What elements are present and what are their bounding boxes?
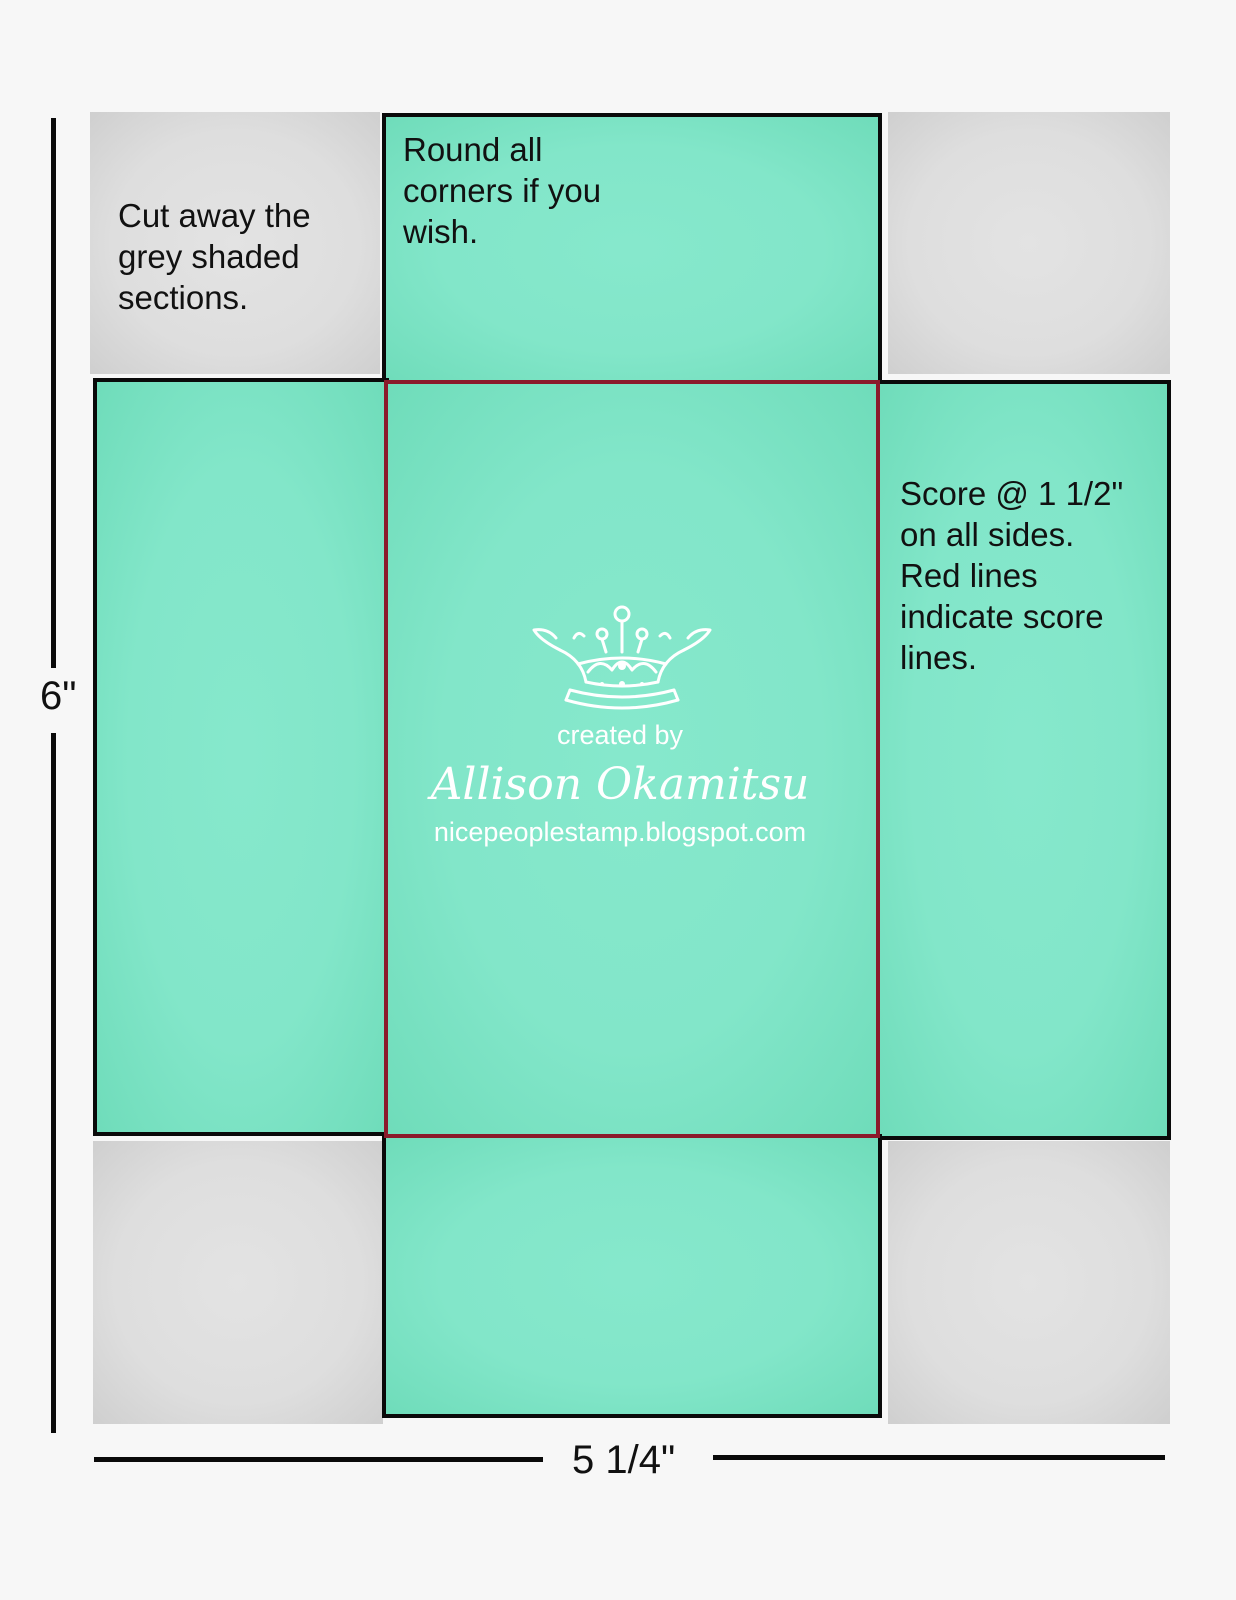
width-label: 5 1/4": [572, 1438, 676, 1482]
cutaway-bottom-left: [93, 1141, 383, 1424]
watermark-url: nicepeoplestamp.blogspot.com: [433, 817, 807, 847]
flap-bottom: [382, 1134, 882, 1418]
watermark-created-by: created by: [556, 720, 684, 750]
width-dimension-line-right: [713, 1455, 1165, 1460]
cutaway-top-right: [888, 112, 1170, 374]
width-dimension-line-left: [94, 1457, 543, 1462]
height-dimension-line-bottom: [51, 733, 56, 1433]
flap-left: [93, 378, 389, 1136]
cutaway-bottom-right: [888, 1141, 1170, 1424]
crown-icon: [530, 600, 714, 712]
round-corners-note: Round all corners if you wish.: [403, 131, 602, 250]
height-dimension-line-top: [51, 118, 56, 668]
height-label: 6": [40, 674, 77, 718]
score-note: Score @ 1 1/2" on all sides. Red lines indicate score lines.: [900, 475, 1124, 676]
cut-away-note: Cut away the grey shaded sections.: [118, 197, 311, 316]
watermark-author: Allison Okamitsu: [430, 759, 810, 810]
